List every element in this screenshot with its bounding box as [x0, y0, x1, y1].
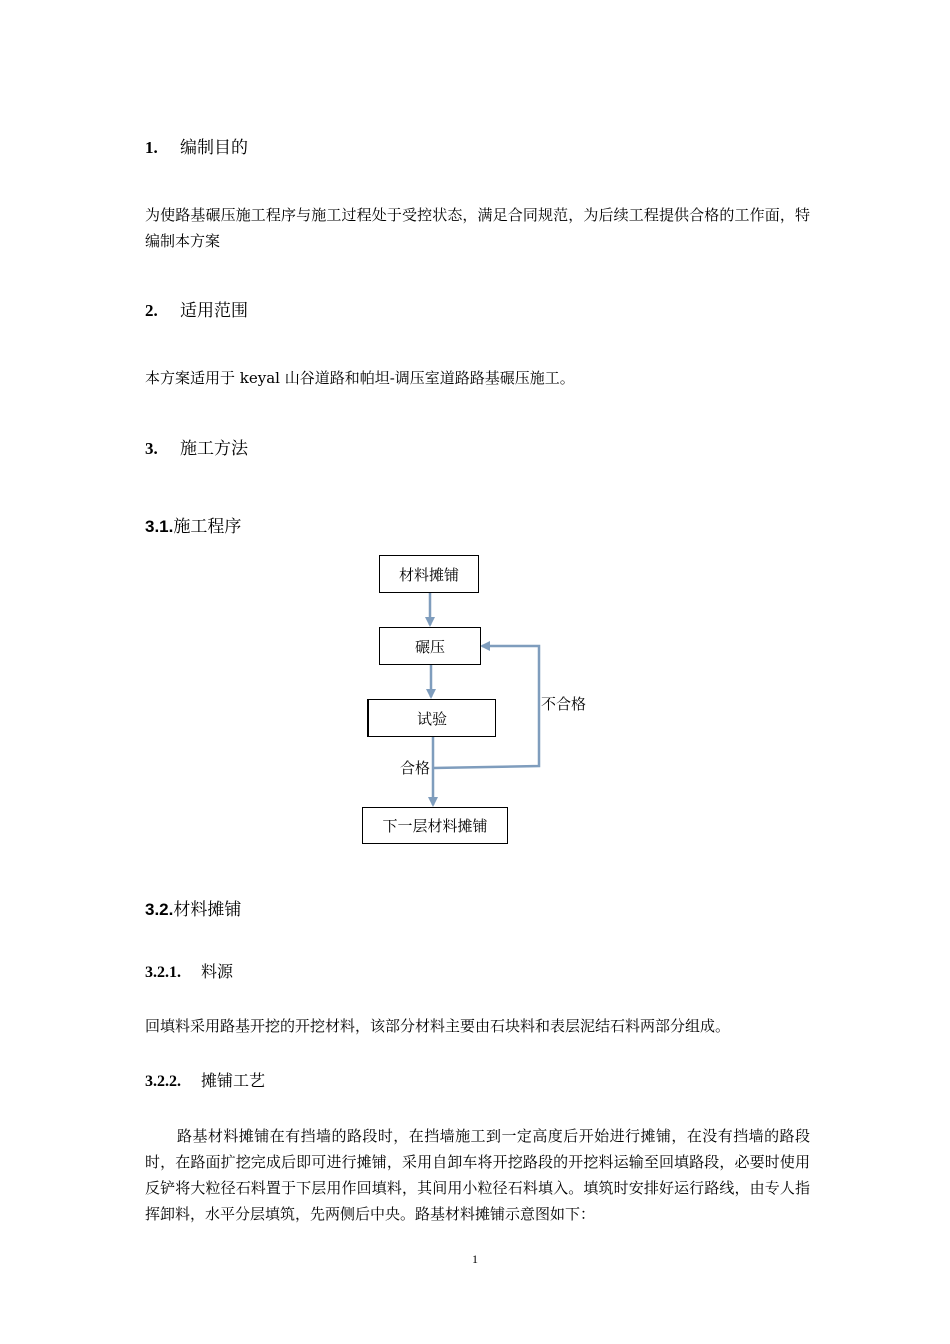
section-title: 施工方法 — [180, 439, 248, 459]
flow-step-material-spreading: 材料摊铺 — [379, 555, 479, 593]
section-number: 3. — [145, 439, 158, 458]
flow-step-compaction: 碾压 — [379, 627, 481, 665]
section-title: 适用范围 — [180, 301, 248, 321]
page-number: 1 — [472, 1252, 478, 1266]
section-3-2-2-heading — [145, 1068, 265, 1091]
section-title: 摊铺工艺 — [201, 1071, 266, 1090]
fail-label: 不合格 — [541, 695, 587, 713]
section-3-2-1-heading — [145, 959, 233, 982]
section-number: 3.1. — [145, 517, 174, 536]
section-3-2-heading — [145, 895, 241, 920]
section-2-text: 本方案适用于 keyal 山谷道路和帕坦-调压室道路路基碾压施工。 — [145, 369, 575, 387]
section-number: 1. — [145, 138, 158, 157]
section-title: 材料摊铺 — [173, 900, 242, 920]
flow-step-next-layer: 下一层材料摊铺 — [362, 807, 508, 844]
section-number: 3.2.1. — [145, 964, 181, 981]
section-number: 3.2.2. — [145, 1073, 181, 1090]
section-number: 3.2. — [145, 900, 174, 919]
section-3-2-1-text: 回填料采用路基开挖的开挖材料，该部分材料主要由石块料和表层泥结石料两部分组成。 — [145, 1017, 731, 1035]
section-1-text: 为使路基碾压施工程序与施工过程处于受控状态，满足合同规范，为后续工程提供合格的工作面，特编制本方案 — [145, 206, 810, 250]
section-title: 料源 — [201, 962, 234, 981]
section-title: 施工程序 — [173, 517, 242, 537]
pass-label: 合格 — [400, 759, 431, 777]
section-title: 编制目的 — [180, 138, 248, 158]
section-3-2-2-text: 路基材料摊铺在有挡墙的路段时，在挡墙施工到一定高度后开始进行摊铺，在没有挡墙的路段时，在路面扩挖完成后即可进行摊铺，采用自卸车将开挖路段的开挖料运输至回填路段，必要时使用反铲将大粒径石料置于下层用作回填料，其间用小粒径石料填入。填筑时安排好运行路线，由专人指挥卸料，水平分层填筑，先两侧后中央。路基材料摊铺示意图如下： — [145, 1127, 810, 1223]
flow-step-test: 试验 — [367, 699, 496, 737]
section-number: 2. — [145, 301, 158, 320]
